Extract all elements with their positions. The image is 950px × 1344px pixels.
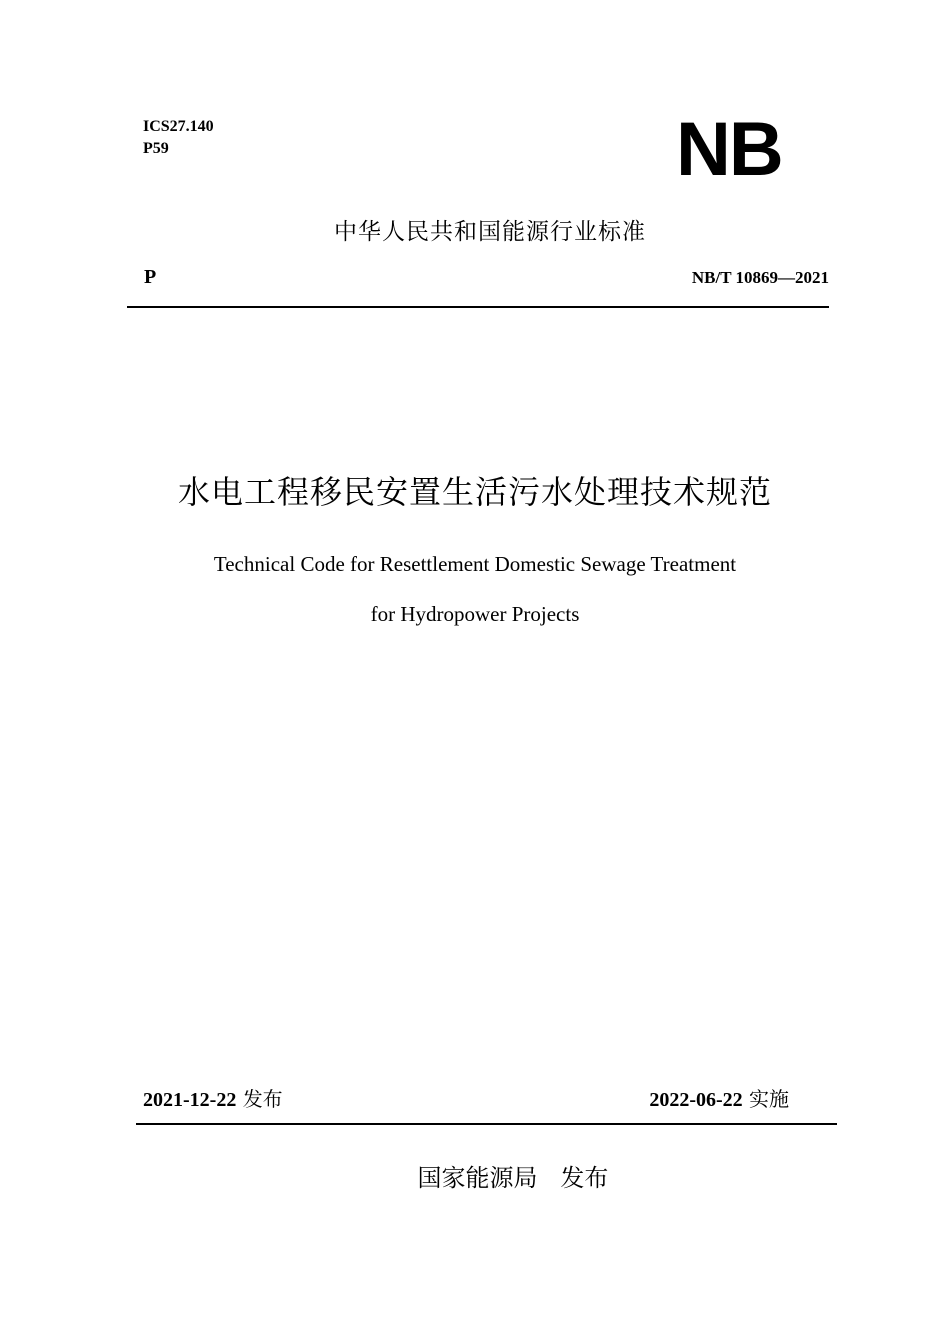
issue-date-label: 发布 bbox=[242, 1087, 283, 1111]
standard-number: NB/T 10869—2021 bbox=[691, 268, 829, 287]
implementation-date bbox=[649, 1085, 789, 1114]
bottom-divider bbox=[136, 1123, 837, 1125]
title-chinese: 水电工程移民安置生活污水处理技术规范 bbox=[177, 473, 772, 511]
top-divider bbox=[127, 306, 829, 308]
ccs-code: P59 bbox=[143, 140, 169, 157]
issuing-authority: 国家能源局 发布 bbox=[417, 1164, 609, 1192]
title-english-line-2: for Hydropower Projects bbox=[370, 602, 580, 626]
title-english-line-1: Technical Code for Resettlement Domestic Sewage Treatment bbox=[213, 552, 737, 576]
nb-logo: NB bbox=[676, 107, 782, 192]
implementation-date-value: 2022-06-22 bbox=[649, 1089, 743, 1111]
category-letter: P bbox=[144, 266, 157, 288]
implementation-date-label: 实施 bbox=[749, 1087, 789, 1111]
issue-date bbox=[143, 1085, 283, 1114]
standard-class-heading: 中华人民共和国能源行业标准 bbox=[334, 219, 646, 245]
ics-code: ICS27.140 bbox=[143, 118, 214, 135]
issue-date-value: 2021-12-22 bbox=[143, 1089, 237, 1111]
